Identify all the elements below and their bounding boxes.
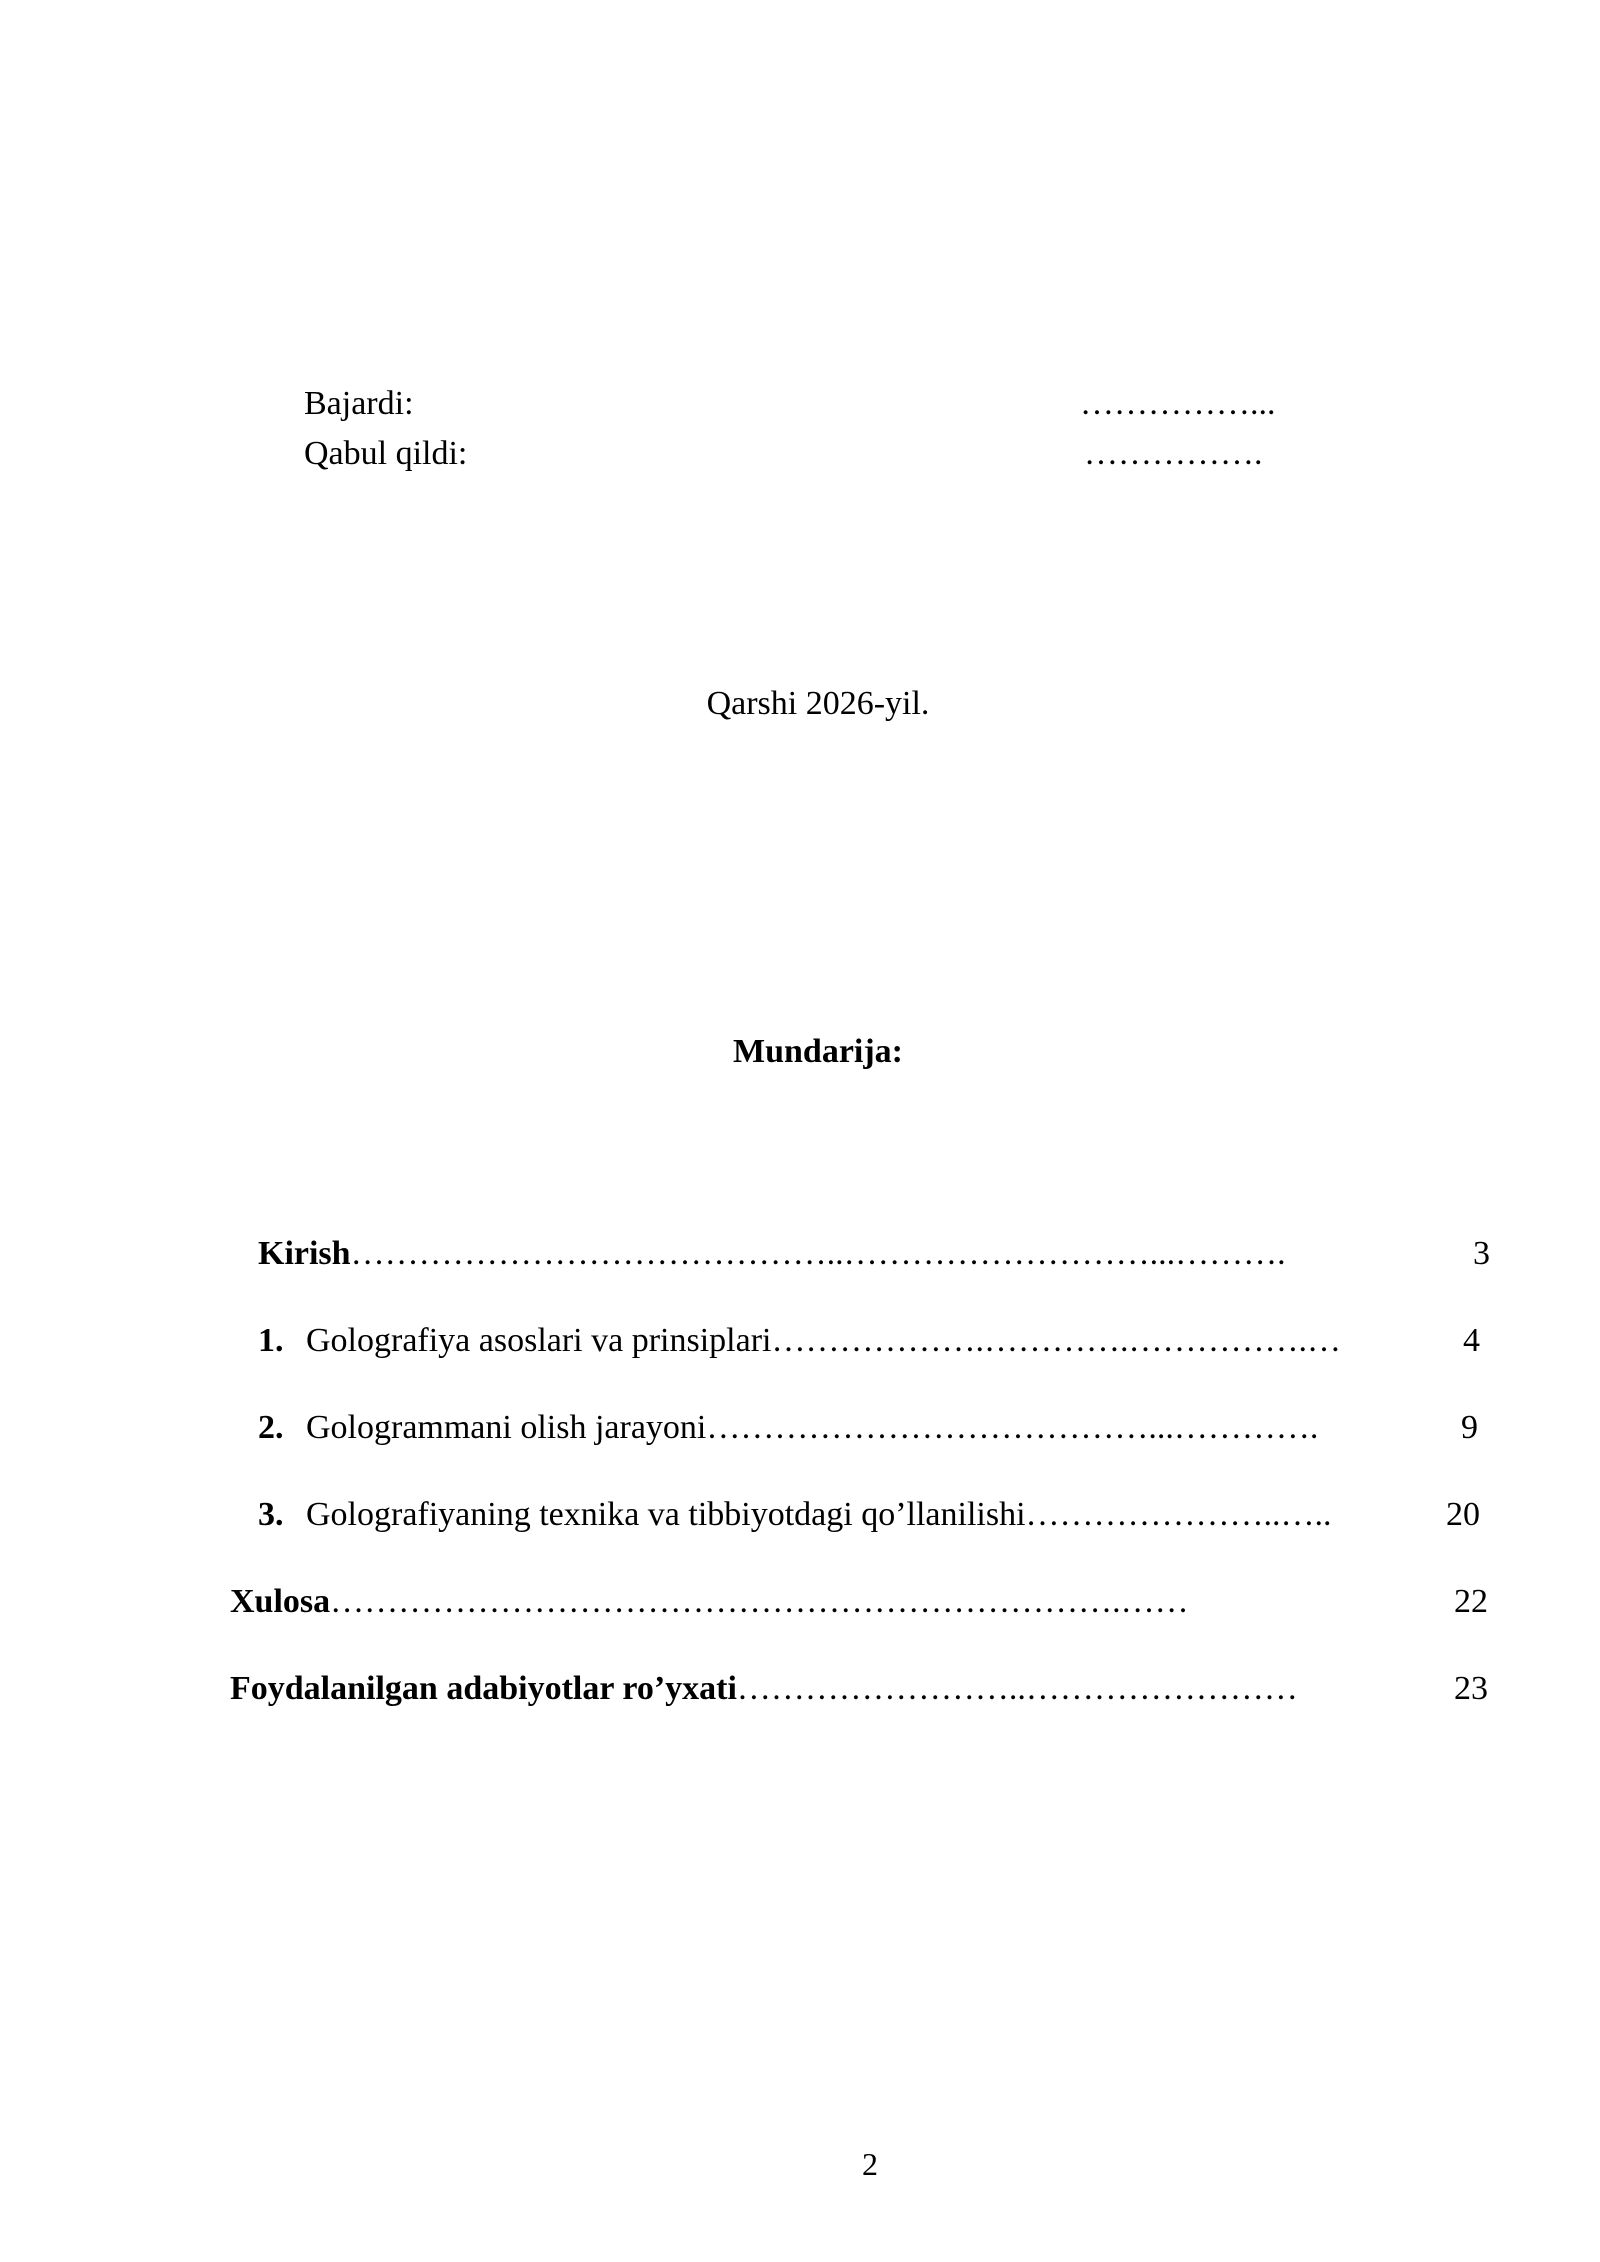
toc-leader-dots: ……………………………………..………………………...………. [350, 1235, 1286, 1272]
signature-label: Bajardi: [304, 385, 414, 422]
toc-entry-2 [258, 1408, 1478, 1448]
toc-leader-dots: ……………………..…………………… [736, 1670, 1298, 1707]
signature-label: Qabul qildi: [304, 435, 468, 472]
toc-entry-label: Foydalanilgan adabiyotlar ro’yxati [230, 1670, 737, 1707]
toc-leader-dots: …………………………………………………………….…… [330, 1583, 1189, 1620]
page-number: 2 [862, 2146, 878, 2182]
toc-entry-label: Golografiyaning texnika va tibbiyotdagi qo’llanilishi [306, 1496, 1026, 1533]
toc-page-number: 22 [1454, 1583, 1488, 1620]
toc-entry-1 [258, 1321, 1480, 1361]
toc-entry-label: Golografiya asoslari va prinsiplari [306, 1322, 772, 1359]
toc-entry-number: 2. [258, 1409, 284, 1446]
toc-entry-adabiyotlar [230, 1669, 1488, 1709]
toc-entry-number: 1. [258, 1322, 284, 1359]
signature-placeholder: ……………. [1084, 435, 1263, 472]
toc-entry-number: 3. [258, 1496, 284, 1533]
toc-entry-label: Xulosa [230, 1583, 331, 1620]
toc-page-number: 20 [1446, 1496, 1480, 1533]
signature-placeholder: ……………... [1080, 385, 1276, 422]
toc-page-number: 23 [1454, 1670, 1488, 1707]
toc-page-number: 4 [1463, 1322, 1480, 1359]
signature-row-bajardi [304, 384, 1276, 424]
toc-entry-xulosa [230, 1582, 1488, 1622]
toc-entry-kirish [258, 1234, 1490, 1274]
city-year: Qarshi 2026-yil. [706, 685, 930, 722]
toc-leader-dots: …………………..….. [1025, 1496, 1332, 1533]
toc-page-number: 9 [1461, 1409, 1478, 1446]
toc-leader-dots: ……………….………….…………….… [771, 1322, 1341, 1359]
toc-entry-label: Kirish [258, 1235, 351, 1272]
toc-page-number: 3 [1473, 1235, 1490, 1272]
signature-row-qabul-qildi [304, 434, 1263, 474]
toc-leader-dots: …………………………………...…………. [706, 1409, 1319, 1446]
toc-entry-label: Gologrammani olish jarayoni [306, 1409, 707, 1446]
toc-title: Mundarija: [733, 1033, 903, 1070]
toc-entry-3 [258, 1495, 1480, 1535]
